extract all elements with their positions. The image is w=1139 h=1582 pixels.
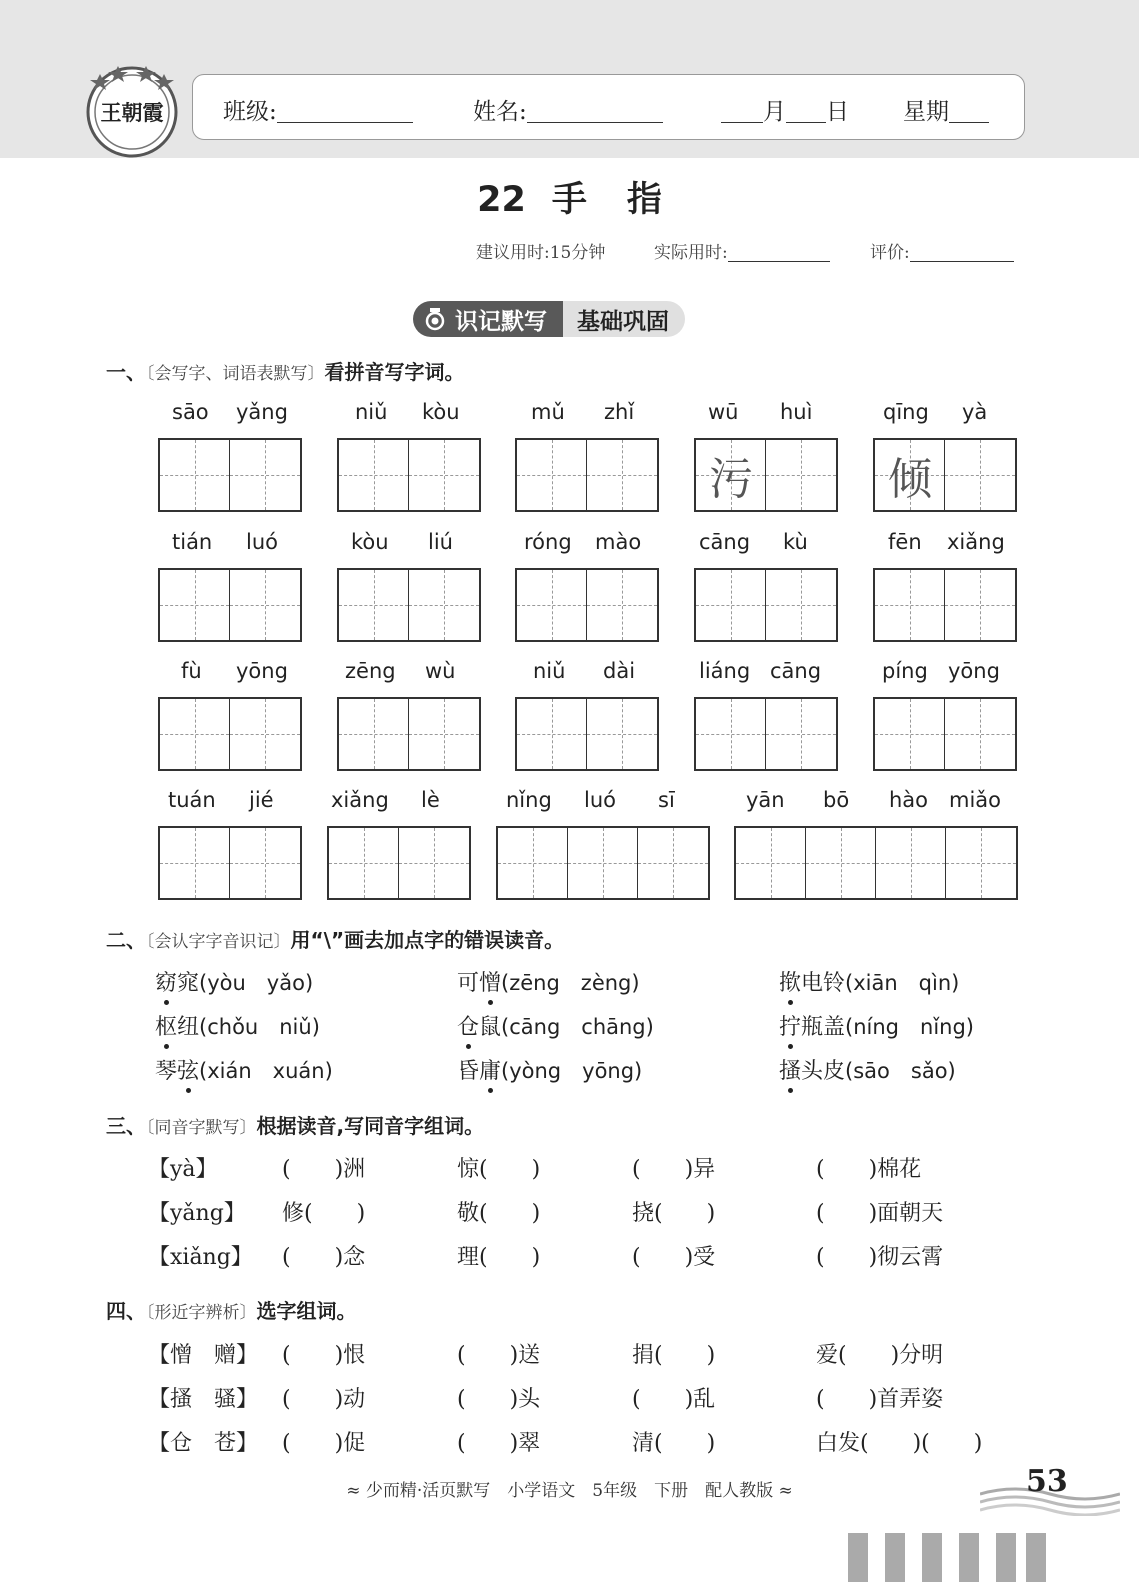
writing-grid[interactable] (694, 568, 838, 642)
pinyin: xiǎng (331, 788, 389, 812)
pinyin: luó (584, 788, 616, 812)
writing-grid[interactable] (515, 568, 659, 642)
edge-mark (885, 1533, 905, 1582)
writing-grid[interactable] (337, 697, 481, 771)
pinyin: yōng (948, 659, 1000, 683)
fill-blank[interactable]: ( )念 (282, 1245, 366, 1270)
pinyin: huì (780, 400, 813, 424)
writing-grid[interactable] (694, 697, 838, 771)
pinyin: hào (889, 788, 929, 812)
evaluation-field[interactable]: 评价: (870, 238, 1014, 263)
pronunciation-item[interactable]: 拧瓶盖(níng nǐng) (779, 1010, 974, 1041)
pinyin: tián (172, 530, 213, 554)
pinyin: nǐng (506, 788, 552, 812)
footer-text: ≈ 少而精·活页默写 小学语文 5年级 下册 配人教版 ≈ (346, 1481, 793, 1501)
edge-mark (959, 1533, 979, 1582)
edge-mark (922, 1533, 942, 1582)
homophone-key: 【yà】 (148, 1157, 218, 1182)
pinyin: zhǐ (604, 400, 635, 424)
fill-blank[interactable]: 爱( )分明 (816, 1343, 944, 1368)
pronunciation-item[interactable]: 琴弦(xián xuán) (155, 1054, 333, 1085)
homophone-key: 【yǎng】 (148, 1201, 246, 1226)
date-field[interactable]: 月 日 (721, 93, 849, 126)
pinyin: wū (708, 400, 739, 424)
section-4-heading: 四、〔形近字辨析〕选字组词。 (106, 1299, 357, 1323)
fill-blank[interactable]: 清( ) (632, 1431, 716, 1456)
brand-logo-text: 王朝霞 (100, 100, 164, 125)
pronunciation-item[interactable]: 枢纽(chǒu niǔ) (155, 1010, 320, 1041)
pinyin: róng (524, 530, 572, 554)
pinyin: tuán (168, 788, 216, 812)
pronunciation-item[interactable]: 搔头皮(sāo sǎo) (779, 1054, 956, 1085)
fill-blank[interactable]: ( )翠 (457, 1431, 541, 1456)
suggested-time: 建议用时:15分钟 (476, 243, 606, 263)
pinyin: niǔ (355, 400, 388, 424)
fill-blank[interactable]: ( )头 (457, 1387, 541, 1412)
pinyin: yǎng (236, 400, 288, 424)
fill-blank[interactable]: ( )受 (632, 1245, 716, 1270)
edge-mark (1026, 1533, 1046, 1582)
fill-blank[interactable]: 修( ) (282, 1201, 366, 1226)
name-field[interactable]: 姓名: (473, 93, 663, 126)
writing-grid[interactable] (337, 568, 481, 642)
medal-icon (423, 307, 447, 331)
brand-logo-icon (86, 60, 178, 158)
edge-mark (848, 1533, 868, 1582)
fill-blank[interactable]: ( )洲 (282, 1157, 366, 1182)
fill-blank[interactable]: 白发( )( ) (816, 1431, 983, 1456)
section-banner (413, 301, 685, 337)
writing-grid[interactable] (734, 826, 1018, 900)
pinyin: sī (658, 788, 675, 812)
pinyin: bō (823, 788, 850, 812)
section-1-heading: 一、〔会写字、词语表默写〕看拼音写字词。 (106, 360, 465, 384)
pinyin: píng (882, 659, 928, 683)
pinyin: xiǎng (947, 530, 1005, 554)
pinyin: mào (595, 530, 642, 554)
fill-blank[interactable]: 理( ) (457, 1245, 541, 1270)
writing-grid[interactable] (158, 697, 302, 771)
writing-grid[interactable] (515, 438, 659, 512)
homophone-key: 【xiǎng】 (148, 1245, 253, 1270)
pinyin: wù (425, 659, 456, 683)
writing-grid[interactable] (158, 568, 302, 642)
fill-blank[interactable]: ( )送 (457, 1343, 541, 1368)
pronunciation-item[interactable]: 揿电铃(xiān qìn) (779, 966, 959, 997)
pinyin: fēn (888, 530, 922, 554)
pinyin: cāng (770, 659, 822, 683)
char-pair-key: 【仓 苍】 (148, 1431, 259, 1456)
writing-grid[interactable] (873, 568, 1017, 642)
banner-dark-label: 识记默写 (455, 308, 547, 335)
page-number: 53 (1026, 1464, 1068, 1499)
fill-blank[interactable]: ( )首弄姿 (816, 1387, 944, 1412)
fill-blank[interactable]: ( )促 (282, 1431, 366, 1456)
pinyin: mǔ (531, 400, 565, 424)
pinyin: kù (783, 530, 808, 554)
pinyin: yān (746, 788, 785, 812)
banner-light-label: 基础巩固 (577, 308, 669, 335)
pinyin: sāo (172, 400, 209, 424)
writing-grid[interactable] (158, 826, 302, 900)
edge-mark (996, 1533, 1016, 1582)
section-2-heading: 二、〔会认字字音识记〕用“\”画去加点字的错误读音。 (106, 928, 565, 952)
writing-grid[interactable] (327, 826, 471, 900)
pinyin: cāng (699, 530, 751, 554)
lesson-title: 22 手 指 (477, 180, 662, 220)
fill-blank[interactable]: ( )面朝天 (816, 1201, 944, 1226)
pinyin: lè (421, 788, 440, 812)
pinyin: yōng (236, 659, 288, 683)
pinyin: miǎo (949, 788, 1002, 812)
writing-grid[interactable] (694, 438, 838, 512)
pronunciation-item[interactable]: 窈窕(yòu yǎo) (155, 966, 313, 997)
pinyin: liú (428, 530, 453, 554)
fill-blank[interactable]: ( )异 (632, 1157, 716, 1182)
pinyin: qīng (883, 400, 929, 424)
pronunciation-item[interactable]: 昏庸(yòng yōng) (457, 1054, 642, 1085)
fill-blank[interactable]: ( )乱 (632, 1387, 716, 1412)
pinyin: kòu (351, 530, 389, 554)
pinyin: fù (181, 659, 202, 683)
pinyin: jié (249, 788, 274, 812)
section-3-heading: 三、〔同音字默写〕根据读音,写同音字组词。 (106, 1114, 485, 1138)
pinyin: niǔ (533, 659, 566, 683)
char-pair-key: 【憎 赠】 (148, 1343, 259, 1368)
fill-blank[interactable]: 惊( ) (457, 1157, 541, 1182)
fill-blank[interactable]: 挠( ) (632, 1201, 716, 1226)
writing-grid[interactable] (515, 697, 659, 771)
fill-blank[interactable]: ( )棉花 (816, 1157, 922, 1182)
fill-blank[interactable]: ( )动 (282, 1387, 366, 1412)
class-field[interactable]: 班级: (223, 93, 413, 126)
pinyin: dài (603, 659, 636, 683)
writing-grid[interactable] (873, 697, 1017, 771)
pinyin: liáng (699, 659, 751, 683)
fill-blank[interactable]: 敬( ) (457, 1201, 541, 1226)
weekday-field[interactable]: 星期 (903, 93, 989, 126)
fill-blank[interactable]: ( )彻云霄 (816, 1245, 944, 1270)
writing-grid[interactable] (337, 438, 481, 512)
char-pair-key: 【搔 骚】 (148, 1387, 259, 1412)
pinyin: kòu (422, 400, 460, 424)
fill-blank[interactable]: 捐( ) (632, 1343, 716, 1368)
pronunciation-item[interactable]: 仓鼠(cāng chāng) (457, 1010, 654, 1041)
pinyin: zēng (345, 659, 396, 683)
fill-blank[interactable]: ( )恨 (282, 1343, 366, 1368)
prefilled-char: 倾 (888, 454, 932, 505)
prefilled-char: 污 (709, 454, 753, 505)
pinyin: yà (962, 400, 988, 424)
pinyin: luó (246, 530, 278, 554)
writing-grid[interactable] (873, 438, 1017, 512)
actual-time-field[interactable]: 实际用时: (654, 238, 830, 263)
writing-grid[interactable] (496, 826, 710, 900)
pronunciation-item[interactable]: 可憎(zēng zèng) (457, 966, 640, 997)
writing-grid[interactable] (158, 438, 302, 512)
student-info-box (192, 74, 1025, 140)
